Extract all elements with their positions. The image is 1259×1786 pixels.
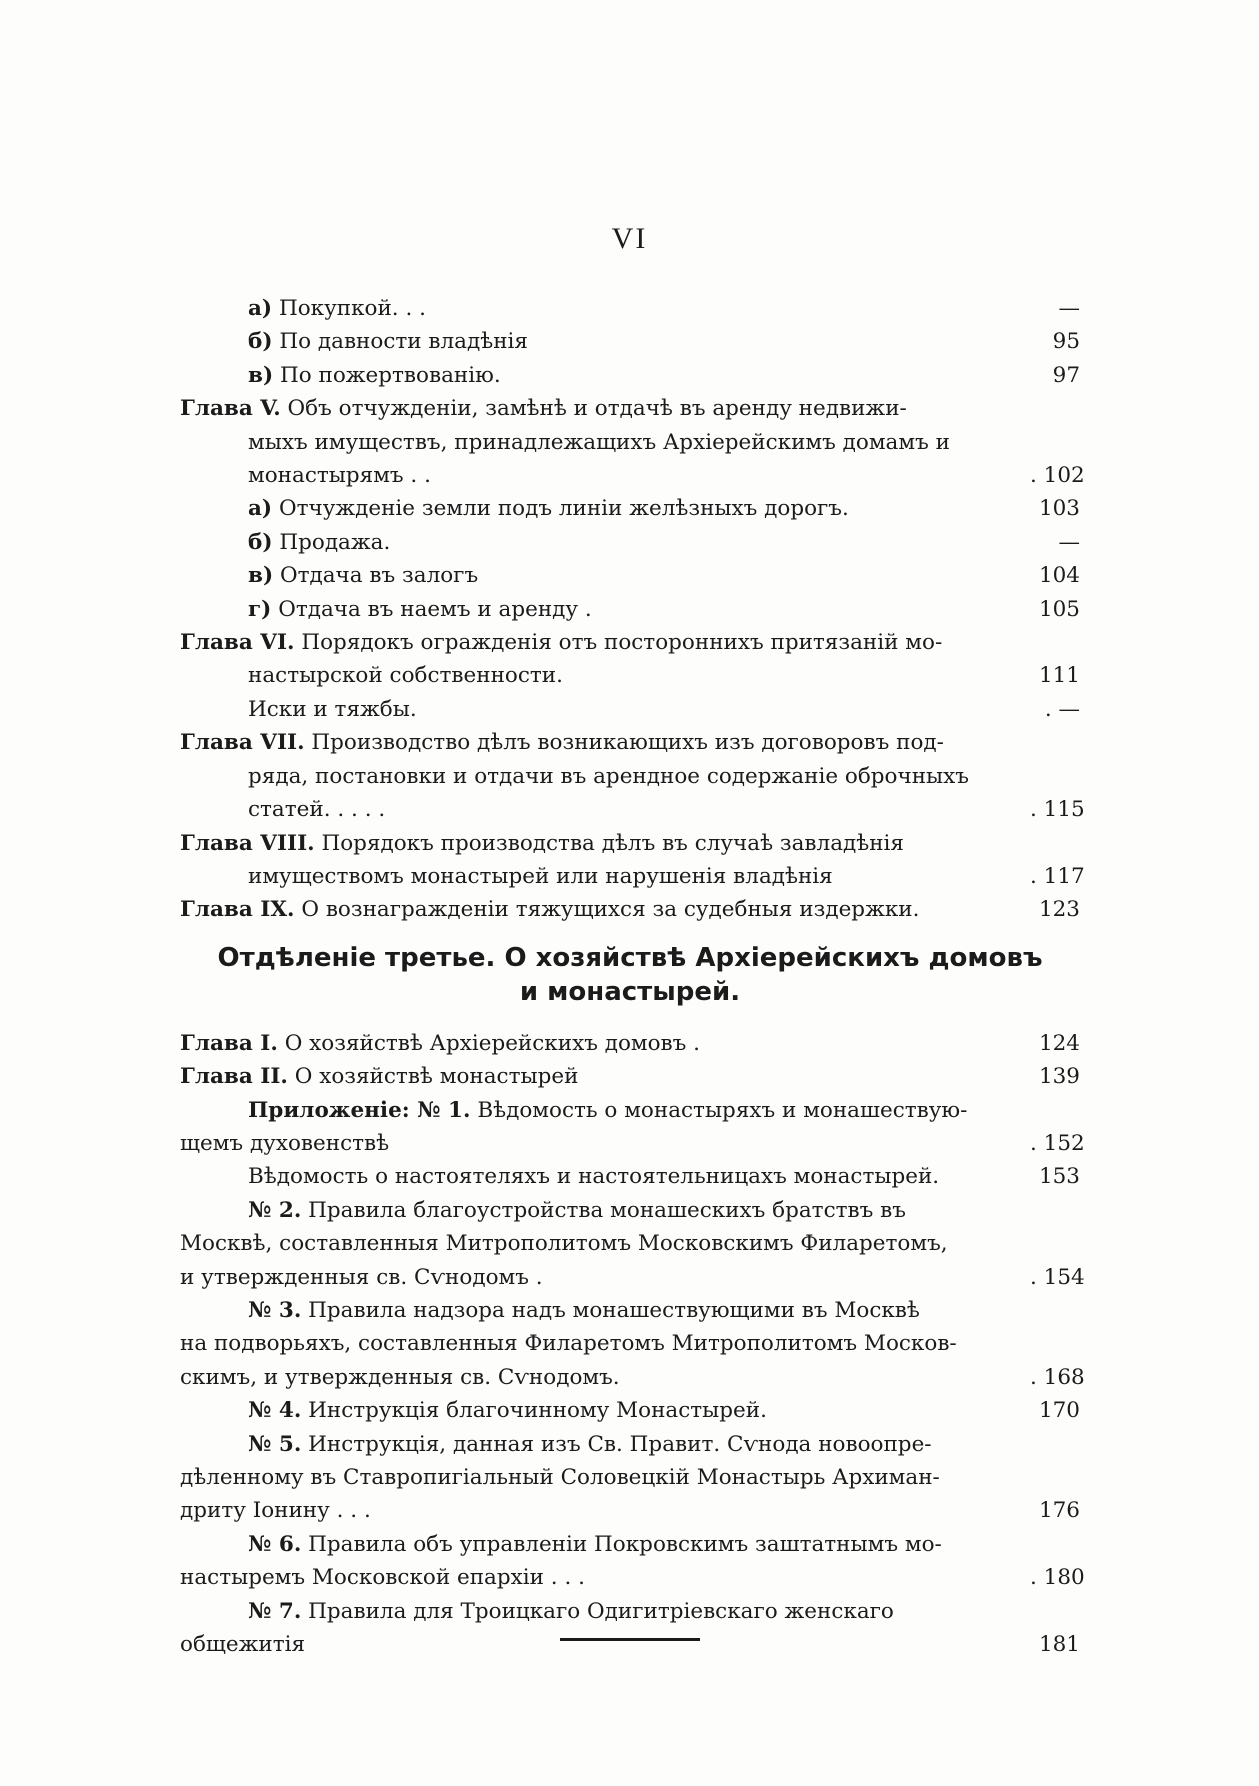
entry-page: . 115 xyxy=(1030,797,1085,823)
chapter-text-line: монастырямъ . . xyxy=(248,463,431,489)
chapter-text-line: Порядокъ огражденія отъ постороннихъ притязаній мо- xyxy=(301,630,943,656)
entry-text: Покупкой. . . xyxy=(278,296,426,321)
appendix-text-line: Инструкція благочинному Монастырей. xyxy=(308,1398,767,1424)
chapter-text-line: статей. . . . . xyxy=(248,797,386,823)
chapter-text-line: О хозяйствѣ монастырей xyxy=(294,1064,579,1090)
toc-appendix-7 xyxy=(180,1595,1080,1662)
entry-page: 103 xyxy=(1038,496,1080,522)
toc-appendix-4 xyxy=(180,1394,1080,1427)
chapter-label: Глава VI. xyxy=(180,630,295,656)
entry-page: 181 xyxy=(1038,1632,1080,1658)
appendix-text-line: настыремъ Московской епархіи . . . xyxy=(180,1565,585,1591)
chapter-text-line: Производство дѣлъ возникающихъ изъ договоровъ под- xyxy=(311,730,944,756)
toc-chapter-1 xyxy=(180,1027,1080,1060)
chapter-label: Глава I. xyxy=(180,1030,278,1056)
appendix-text-line: дриту Іонину . . . xyxy=(180,1498,371,1524)
entry-page: — xyxy=(1058,296,1080,321)
toc-entry-donation xyxy=(180,359,1080,392)
toc-chapter-6 xyxy=(180,626,1080,726)
appendix-label: № 4. xyxy=(248,1398,302,1424)
entry-page: — xyxy=(1058,529,1080,555)
chapter-label: Глава VII. xyxy=(180,730,305,756)
entry-page: . 152 xyxy=(1030,1130,1085,1156)
appendix-text-line: на подворьяхъ, составленныя Филаретомъ Митрополитомъ Москов- xyxy=(180,1331,957,1357)
appendix-text-line: и утвержденныя св. Сѵнодомъ . xyxy=(180,1264,543,1290)
chapter-text-line: Порядокъ производства дѣлъ въ случаѣ завладѣнія xyxy=(321,830,904,856)
section-heading-line: и монастырей. xyxy=(519,976,741,1007)
appendix-label: № 2. xyxy=(248,1197,302,1223)
chapter-text-line: ряда, постановки и отдачи въ арендное содержаніе оброчныхъ xyxy=(248,763,969,789)
entry-text: Отдача въ залогъ xyxy=(279,563,479,589)
chapter-subtext: Иски и тяжбы. xyxy=(248,696,417,722)
entry-page: 123 xyxy=(1038,897,1080,923)
toc-appendix-2 xyxy=(180,1194,1085,1294)
appendix-text-line: Правила для Троицкаго Одигитріевскаго женскаго xyxy=(308,1598,894,1624)
entry-text: Продажа. xyxy=(279,529,391,555)
entry-page: . 168 xyxy=(1030,1364,1085,1390)
entry-text: По пожертвованію. xyxy=(279,362,501,388)
chapter-label: Глава II. xyxy=(180,1064,288,1090)
entry-page: . 180 xyxy=(1030,1565,1085,1591)
chapter-label: Глава IX. xyxy=(180,897,295,923)
table-of-contents xyxy=(180,292,1085,1661)
appendix-text-line: скимъ, и утвержденныя св. Сѵнодомъ. xyxy=(180,1364,620,1390)
entry-page: 153 xyxy=(1038,1164,1080,1190)
chapter-text-line: Объ отчужденіи, замѣнѣ и отдачѣ въ аренду недвижи- xyxy=(287,396,907,422)
toc-entry-lease xyxy=(180,593,1080,626)
entry-page: . 117 xyxy=(1030,863,1085,889)
entry-page: 105 xyxy=(1038,596,1080,622)
entry-label: б) xyxy=(248,329,273,355)
chapter-text-line: имуществомъ монастырей или нарушенія владѣнія xyxy=(248,863,833,889)
entry-page: 170 xyxy=(1038,1398,1080,1424)
entry-page: . 102 xyxy=(1030,463,1085,489)
entry-label: б) xyxy=(248,529,273,555)
appendix-text-line: Правила благоустройства монашескихъ братствъ въ xyxy=(308,1197,906,1223)
appendix-text-line: Правила надзора надъ монашествующими въ Москвѣ xyxy=(308,1297,920,1323)
appendix-text-line: щемъ духовенствѣ xyxy=(180,1130,390,1156)
chapter-text-line: мыхъ имуществъ, принадлежащихъ Архіерейскимъ домамъ и xyxy=(248,429,950,455)
entry-page: 124 xyxy=(1038,1030,1080,1056)
section-heading xyxy=(180,941,1080,1009)
toc-chapter-7 xyxy=(180,726,1085,826)
page-number: VI xyxy=(611,222,648,255)
toc-chapter-5 xyxy=(180,392,1085,492)
section-heading-line: Отдѣленіе третье. О хозяйствѣ Архіерейскихъ домовъ xyxy=(217,942,1043,973)
toc-entry-pledge xyxy=(180,559,1080,592)
entry-text: По давности владѣнія xyxy=(279,329,528,355)
entry-page: . — xyxy=(1044,696,1080,722)
toc-appendix-5 xyxy=(180,1428,1080,1528)
appendix-text-line: Вѣдомость о монастыряхъ и монашествую- xyxy=(477,1097,968,1123)
toc-appendix-6 xyxy=(180,1528,1085,1595)
entry-text: Отдача въ наемъ и аренду . xyxy=(278,596,592,622)
entry-label: в) xyxy=(248,362,274,388)
appendix-label: № 6. xyxy=(248,1531,302,1557)
chapter-label: Глава V. xyxy=(180,396,281,422)
chapter-text-line: О вознагражденіи тяжущихся за судебныя издержки. xyxy=(301,897,920,923)
appendix-text-line: Инструкція, данная изъ Св. Правит. Сѵнода новоопре- xyxy=(308,1431,932,1457)
entry-page: 139 xyxy=(1038,1064,1080,1090)
appendix-text-line: дѣленному въ Ставропигіальный Соловецкій Монастырь Архиман- xyxy=(180,1465,940,1490)
appendix-text-line: Вѣдомость о настоятеляхъ и настоятельницахъ монастырей. xyxy=(248,1164,940,1190)
entry-label: а) xyxy=(248,296,273,321)
entry-page: 176 xyxy=(1038,1498,1080,1524)
entry-label: в) xyxy=(248,563,274,589)
end-rule xyxy=(560,1638,700,1641)
toc-entry-railway xyxy=(180,492,1080,525)
appendix-label: Приложеніе: № 1. xyxy=(248,1097,471,1123)
appendix-text-line: общежитія xyxy=(180,1632,306,1658)
chapter-text-line: О хозяйствѣ Архіерейскихъ домовъ . xyxy=(284,1030,701,1056)
appendix-label: № 5. xyxy=(248,1431,302,1457)
entry-label: г) xyxy=(248,596,272,622)
chapter-label: Глава VIII. xyxy=(180,830,315,856)
entry-page: 95 xyxy=(1052,329,1080,355)
appendix-text-line: Москвѣ, составленныя Митрополитомъ Московскимъ Филаретомъ, xyxy=(180,1231,948,1257)
entry-page: 111 xyxy=(1038,663,1080,689)
toc-entry-purchase xyxy=(180,292,1080,325)
toc-entry-sale xyxy=(180,526,1080,559)
entry-text: Отчужденіе земли подъ линіи желѣзныхъ дорогъ. xyxy=(278,496,849,522)
appendix-text-line: Правила объ управленіи Покровскимъ заштатнымъ мо- xyxy=(308,1531,942,1557)
toc-appendix-3 xyxy=(180,1294,1085,1394)
entry-page: . 154 xyxy=(1030,1264,1085,1290)
chapter-text-line: настырской собственности. xyxy=(248,663,563,689)
entry-label: а) xyxy=(248,496,273,522)
entry-page: 104 xyxy=(1038,563,1080,589)
entry-page: 97 xyxy=(1052,362,1080,388)
toc-chapter-8 xyxy=(180,827,1085,894)
toc-chapter-2 xyxy=(180,1060,1080,1093)
toc-appendix-1 xyxy=(180,1094,1085,1194)
toc-entry-prescription xyxy=(180,325,1080,358)
toc-chapter-9 xyxy=(180,893,1080,926)
appendix-label: № 3. xyxy=(248,1297,302,1323)
appendix-label: № 7. xyxy=(248,1598,302,1624)
